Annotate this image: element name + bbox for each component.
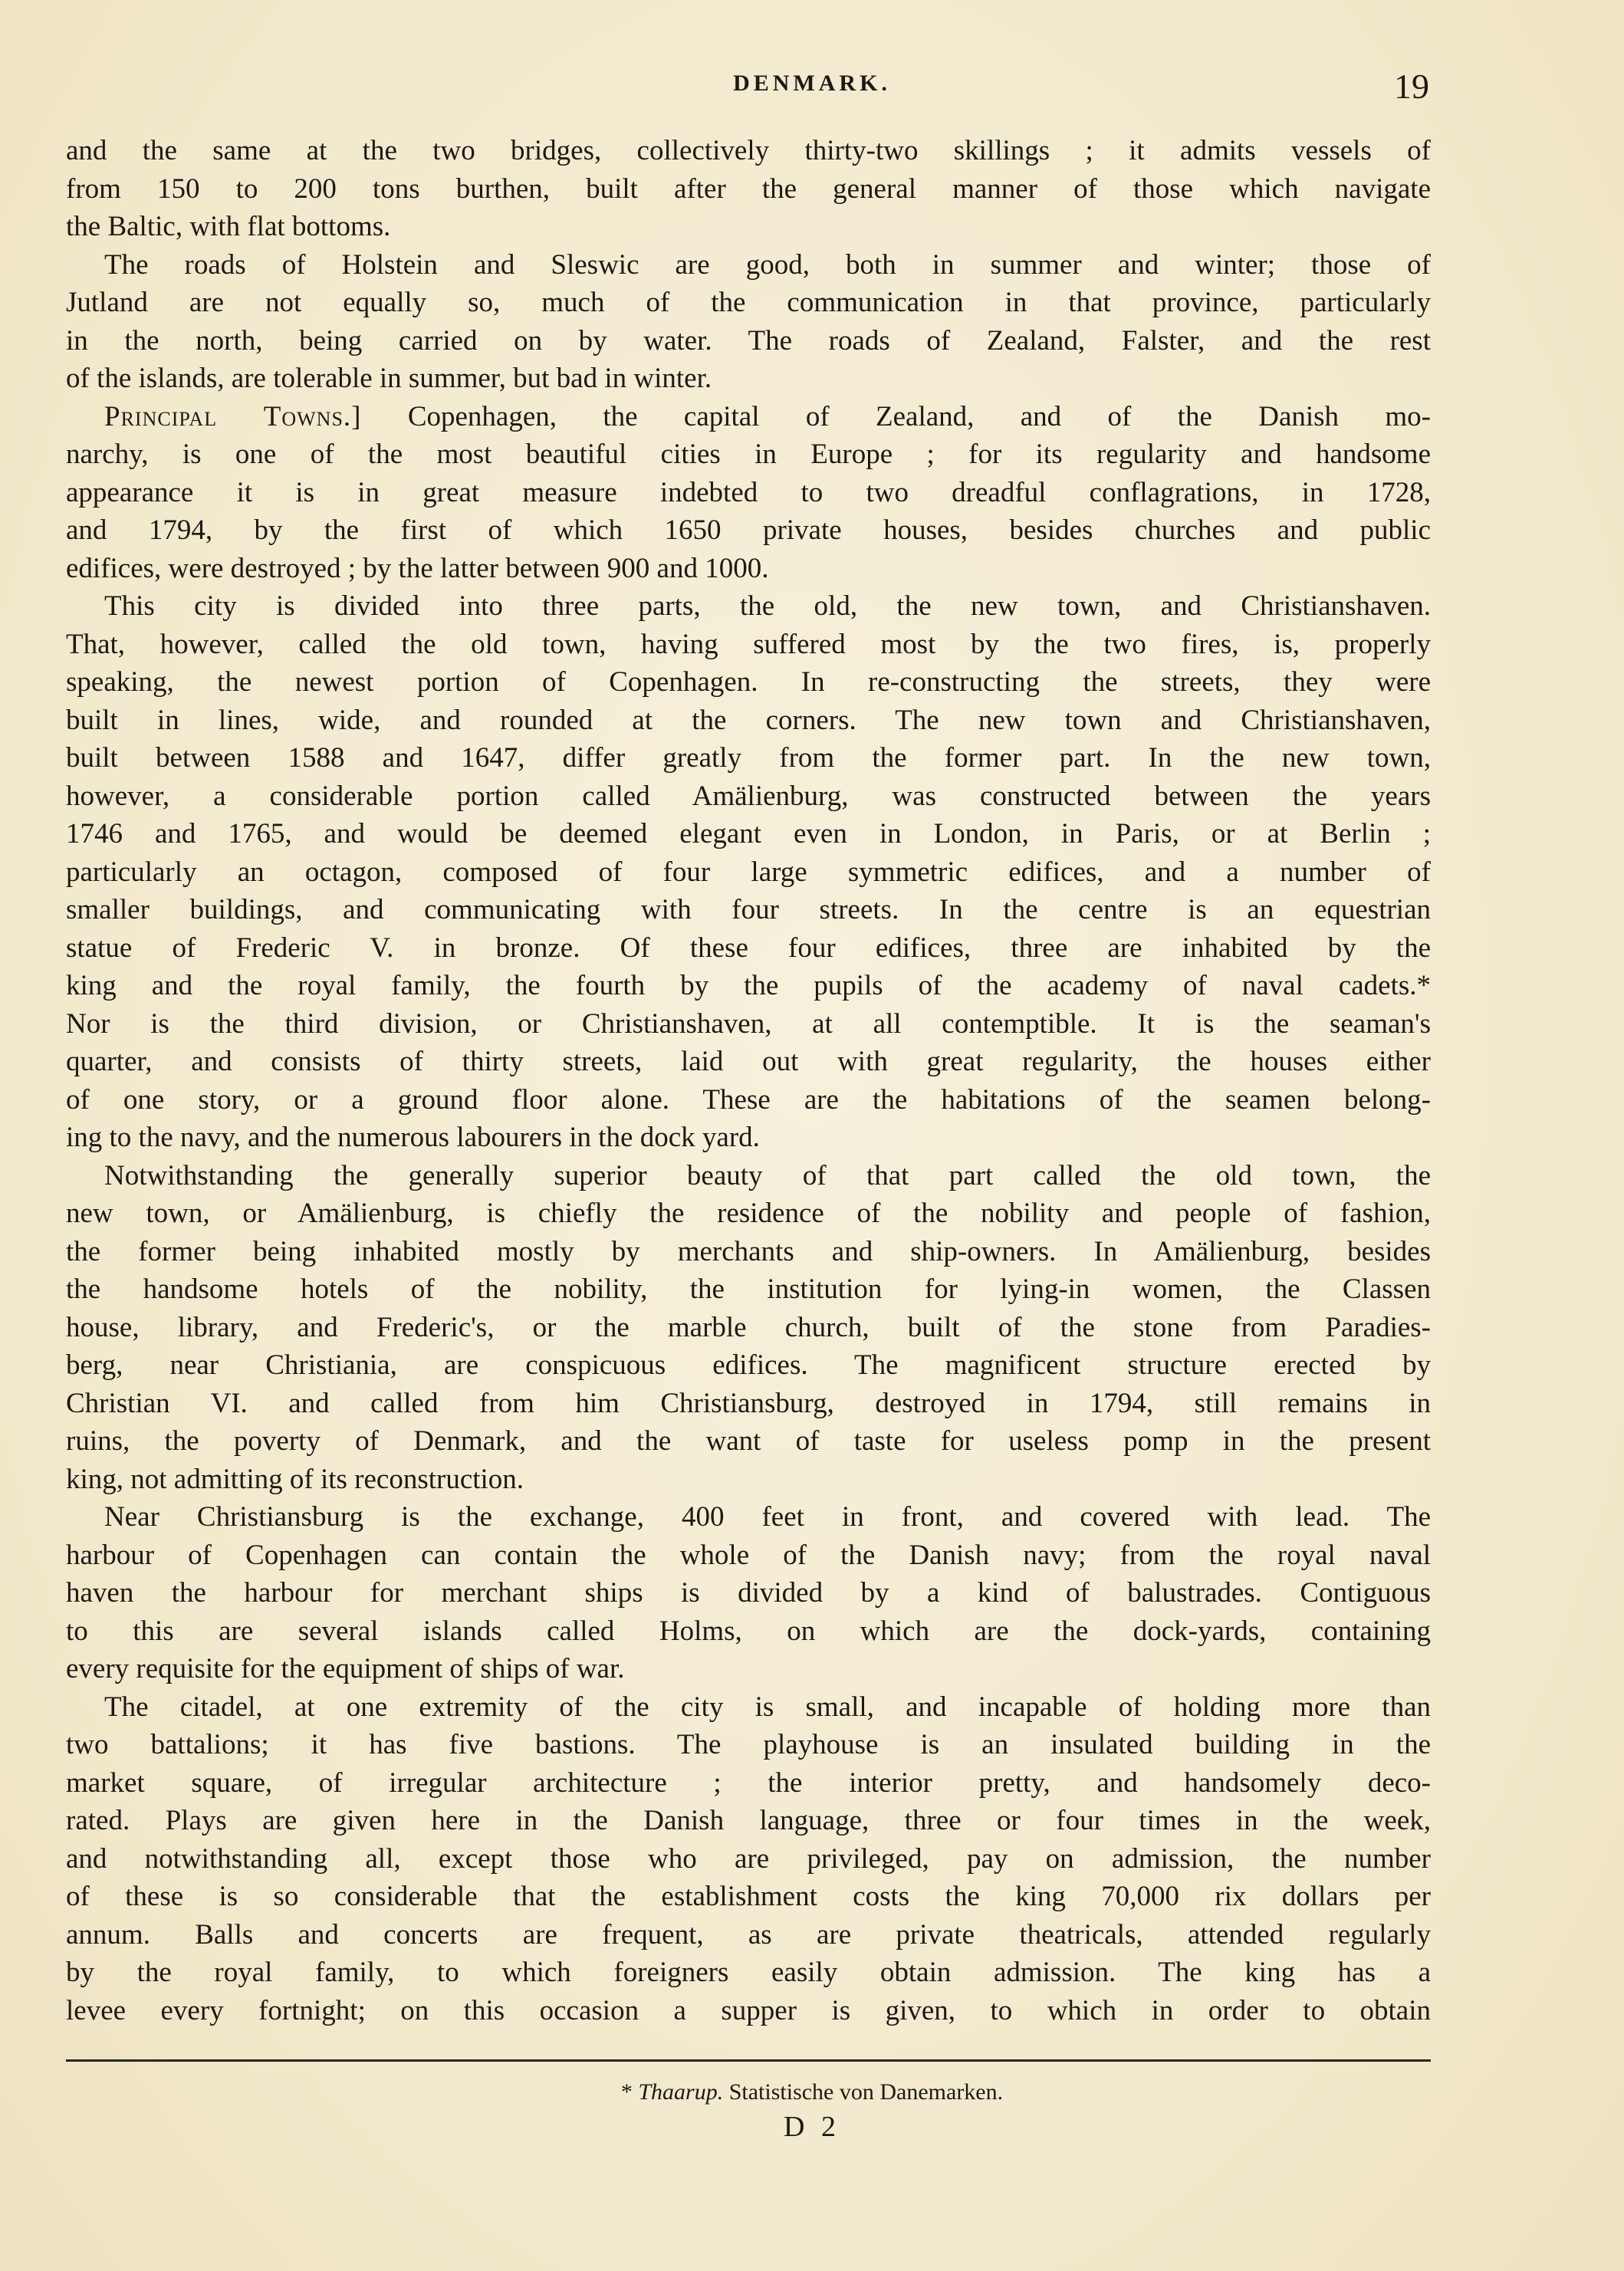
text-line: the former being inhabited mostly by merchants and ship-owners. In Amälienburg, besides [66,1235,1431,1267]
text-line: market square, of irregular architecture ; the interior pretty, and handsomely deco- [66,1767,1431,1799]
text-line: This city is divided into three parts, the old, the new town, and Christianshaven. [104,590,1431,622]
text-line: the handsome hotels of the nobility, the institution for lying-in women, the Classen [66,1274,1431,1305]
body-text [66,132,1431,2029]
text-line: 1746 and 1765, and would be deemed elegant even in London, in Paris, or at Berlin ; [66,818,1431,850]
text-line: house, library, and Frederic's, or the marble church, built of the stone from Paradies- [66,1311,1431,1343]
text-line: of one story, or a ground floor alone. These are the habitations of the seamen belong- [66,1083,1431,1116]
text-line: built in lines, wide, and rounded at the corners. The new town and Christianshaven, [66,704,1431,736]
text-line: Near Christiansburg is the exchange, 400 feet in front, and covered with lead. The [104,1501,1431,1533]
text-line: of these is so considerable that the establishment costs the king 70,000 rix dollars per [66,1881,1431,1912]
text-line: levee every fortnight; on this occasion a supper is given, to which in order to obtain [66,1994,1431,2026]
text-line: berg, near Christiania, are conspicuous edifices. The magnificent structure erected by [66,1349,1431,1381]
signature-mark: D 2 [784,2111,840,2143]
text-line: and 1794, by the first of which 1650 private houses, besides churches and public [66,514,1431,546]
text-line: edifices, were destroyed ; by the latter between 900 and 1000. [66,552,769,584]
text-line: Christian VI. and called from him Christiansburg, destroyed in 1794, still remains in [66,1387,1431,1419]
line-text: Copenhagen, the capital of Zealand, and of the Danish mo- [361,400,1431,432]
text-line: Notwithstanding the generally superior beauty of that part called the old town, the [104,1159,1431,1191]
text-line: particularly an octagon, composed of four large symmetric edifices, and a number of [66,856,1431,888]
footnote-title: Statistische von Danemarken. [728,2079,1004,2105]
running-head: DENMARK. [733,71,891,96]
text-line: two battalions; it has five bastions. The playhouse is an insulated building in the [66,1729,1431,1760]
page-number: 19 [1394,67,1429,106]
text-line: built between 1588 and 1647, differ greatly from the former part. In the new town, [66,742,1431,774]
text-line: new town, or Amälienburg, is chiefly the residence of the nobility and people of fashion, [66,1198,1431,1229]
text-line: statue of Frederic V. in bronze. Of these four edifices, three are inhabited by the [66,932,1431,964]
text-line: harbour of Copenhagen can contain the whole of the Danish navy; from the royal naval [66,1539,1431,1571]
text-line: annum. Balls and concerts are frequent, as are private theatricals, attended regularly [66,1918,1431,1951]
text-line: however, a considerable portion called Amälienburg, was constructed between the years [66,780,1431,812]
text-line: every requisite for the equipment of ships of war. [66,1653,625,1684]
footnote [0,2079,1624,2105]
text-line: smaller buildings, and communicating with four streets. In the centre is an equestrian [66,894,1431,925]
text-line: king and the royal family, the fourth by the pupils of the academy of naval cadets.* [66,970,1431,1001]
text-line: and the same at the two bridges, collectively thirty-two skillings ; it admits vessels of [66,135,1431,166]
text-line: to this are several islands called Holms, on which are the dock-yards, containing [66,1615,1431,1647]
text-line: from 150 to 200 tons burthen, built after the general manner of those which navigate [66,173,1431,205]
footnote-author: Thaarup. [638,2079,724,2105]
text-line: The citadel, at one extremity of the city is small, and incapable of holding more than [104,1691,1431,1723]
section-heading: Principal Towns.] [104,400,362,432]
text-line: Nor is the third division, or Christianshaven, at all contemptible. It is the seaman's [66,1007,1431,1040]
text-line: narchy, is one of the most beautiful cities in Europe ; for its regularity and handsome [66,439,1431,470]
text-line: The roads of Holstein and Sleswic are good, both in summer and winter; those of [104,248,1431,281]
text-line: speaking, the newest portion of Copenhagen. In re-constructing the streets, they were [66,666,1431,698]
footnote-marker: * [620,2079,633,2105]
page-header [0,66,1624,112]
text-line: ruins, the poverty of Denmark, and the want of taste for useless pomp in the present [66,1425,1431,1457]
text-line: That, however, called the old town, having suffered most by the two fires, is, properly [66,628,1431,660]
text-line: and notwithstanding all, except those who are privileged, pay on admission, the number [66,1842,1431,1875]
text-line: quarter, and consists of thirty streets, laid out with great regularity, the houses either [66,1046,1431,1077]
text-line: appearance it is in great measure indebted to two dreadful conflagrations, in 1728, [66,476,1431,508]
text-line: haven the harbour for merchant ships is divided by a kind of balustrades. Contiguous [66,1577,1431,1609]
text-line: the Baltic, with flat bottoms. [66,211,391,242]
footnote-rule [66,2059,1431,2062]
text-line: of the islands, are tolerable in summer, but bad in winter. [66,363,712,394]
text-line: king, not admitting of its reconstruction. [66,1463,524,1495]
text-line [66,398,1431,436]
text-line: rated. Plays are given here in the Danish language, three or four times in the week, [66,1805,1431,1836]
text-line: Jutland are not equally so, much of the communication in that province, particularly [66,287,1431,318]
text-line: by the royal family, to which foreigners easily obtain admission. The king has a [66,1957,1431,1988]
text-line: ing to the navy, and the numerous labourers in the dock yard. [66,1122,760,1153]
text-line: in the north, being carried on by water. The roads of Zealand, Falster, and the rest [66,324,1431,357]
